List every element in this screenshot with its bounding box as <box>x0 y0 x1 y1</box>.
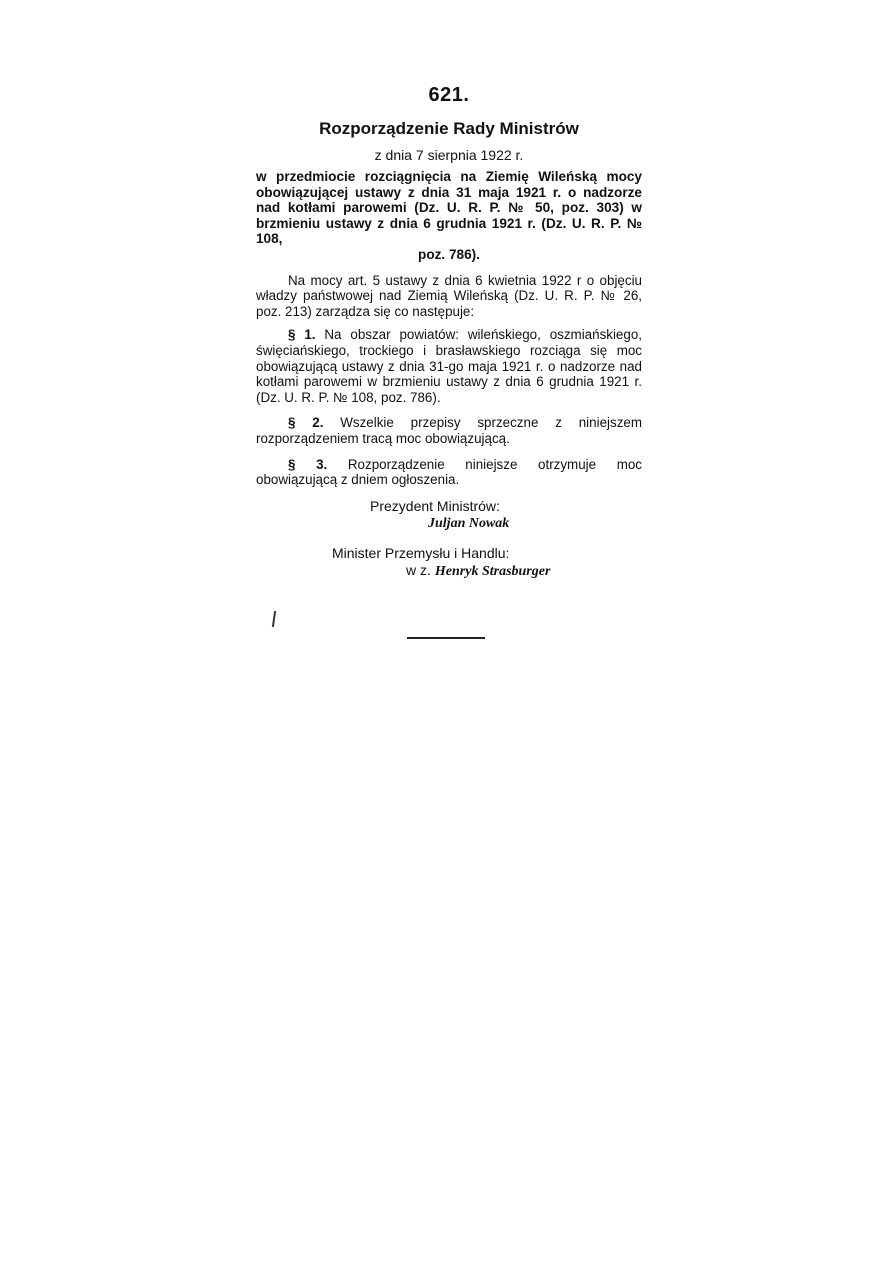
document-date: z dnia 7 sierpnia 1922 r. <box>374 147 524 163</box>
document-column <box>256 82 642 580</box>
document-subject <box>256 169 642 263</box>
section-1-label: § 1. <box>288 327 316 343</box>
signature-2-title: Minister Przemysłu i Handlu: <box>332 544 510 561</box>
section-2-text: Wszelkie przepisy sprzeczne z niniejszem rozporządzeniem tracą moc obowiązującą. <box>256 415 642 446</box>
preamble: Na mocy art. 5 ustawy z dnia 6 kwietnia 1922 r o objęciu władzy państwowej nad Ziemią Wileńską (Dz. U. R. P. № 26, poz. 213) zarządza się co następuje: <box>256 272 642 319</box>
signature-1-title: Prezydent Ministrów: <box>370 497 500 514</box>
margin-mark <box>272 611 276 627</box>
section-1 <box>256 327 642 405</box>
section-3 <box>256 457 642 488</box>
section-3-text: Rozporządzenie niniejsze otrzymuje moc obowiązującą z dniem ogłoszenia. <box>256 456 642 488</box>
document-number: 621. <box>428 84 470 106</box>
subject-main-text: w przedmiocie rozciągnięcia na Ziemię Wileńską mocy obowiązującej ustawy z dnia 31 maja 1921 r. o nadzorze nad kotłami parowemi (Dz. U. R. P. № 50, poz. 303) w brzmieniu ustawy z dnia 6 grudnia 1921 r. (Dz. U. R. P. № 108, <box>256 169 642 247</box>
section-3-label: § 3. <box>288 456 328 472</box>
subject-end-text: poz. 786). <box>418 246 480 262</box>
section-1-text: Na obszar powiatów: wileńskiego, oszmiańskiego, święciańskiego, trockiego i brasławskiego rozciąga się moc obowiązującą ustawy z dnia 31-go maja 1921 r. o nadzorze nad kotłami parowemi w brzmieniu ustawy z dnia 6 grudnia 1921 r. (Dz. U. R. P. № 108, poz. 786). <box>256 327 642 405</box>
section-2 <box>256 415 642 446</box>
signature-2-prefix: w z. <box>406 561 431 578</box>
section-2-label: § 2. <box>288 415 324 431</box>
signature-1-name: Juljan Nowak <box>428 515 510 531</box>
signature-2-line <box>406 562 642 580</box>
document-title: Rozporządzenie Rady Ministrów <box>319 119 579 138</box>
signature-2-name: Henryk Strasburger <box>434 563 551 579</box>
closing-rule <box>407 637 485 639</box>
